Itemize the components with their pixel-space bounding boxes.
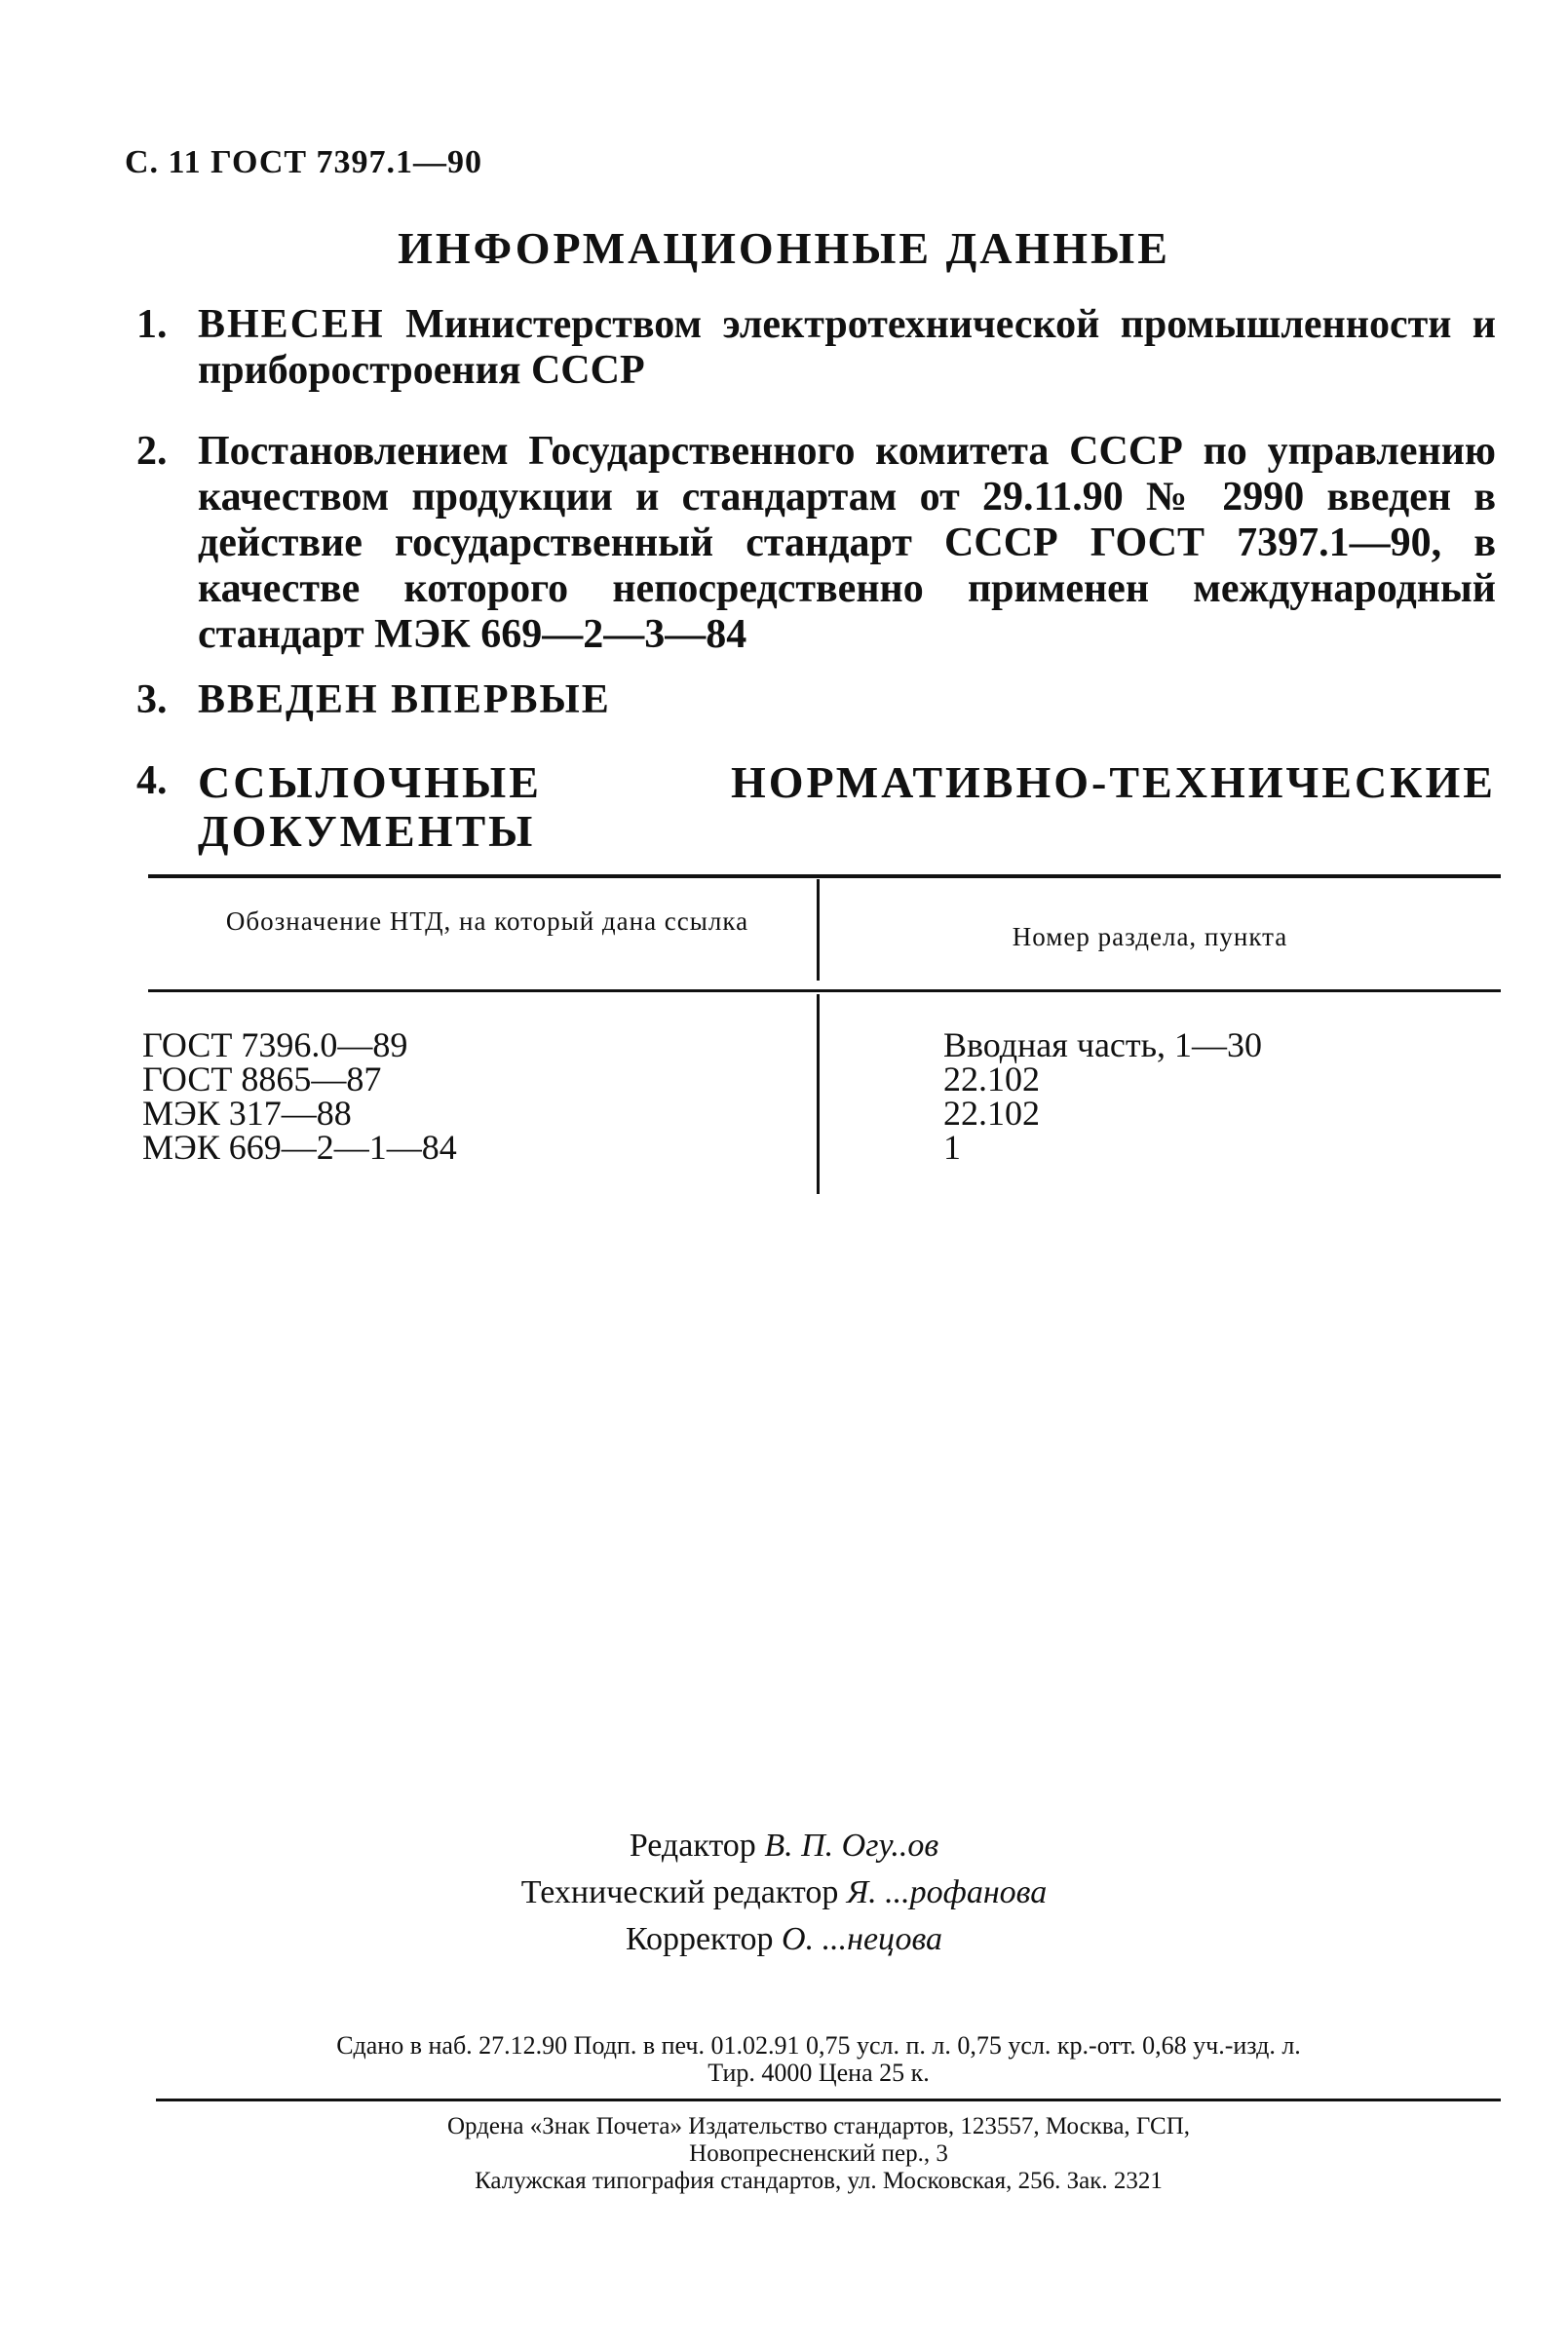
table-column-divider — [817, 994, 820, 1194]
item-number: 2. — [136, 429, 168, 474]
table-cell: МЭК 317—88 — [142, 1094, 352, 1133]
credit-proofreader — [0, 1916, 1568, 1963]
info-item-1 — [136, 302, 1496, 394]
table-cell: МЭК 669—2—1—84 — [142, 1128, 457, 1167]
print-details — [136, 2032, 1501, 2087]
section-title: ИНФОРМАЦИОННЫЕ ДАННЫЕ — [398, 223, 1170, 273]
table-cell: 22.102 — [943, 1094, 1040, 1133]
table-column-ntd — [142, 1025, 457, 1167]
imprint-rule — [156, 2099, 1501, 2101]
table-header-section: Номер раздела, пункта — [1012, 922, 1288, 951]
print-line: Сдано в наб. 27.12.90 Подп. в печ. 01.02.91 0,75 усл. п. л. 0,75 усл. кр.-отт. 0,68 уч.-изд. л. — [336, 2031, 1301, 2060]
item-lead: ВНЕСЕН — [198, 302, 385, 347]
publisher-line: Новопресненский пер., 3 — [689, 2140, 948, 2167]
credit-name: Я. ...рофанова — [846, 1874, 1048, 1910]
item-text: Министерством электротехнической промышленности и приборостроения СССР — [198, 302, 1496, 393]
item-text: Постановлением Государственного комитета СССР по управлению качеством продукции и стандартам от 29.11.90 № 2990 введен в действие государственный стандарт СССР ГОСТ 7397.1—90, в качестве которого непосредственно применен международный стандарт МЭК 669—2—3—84 — [198, 429, 1496, 657]
page-header: С. 11 ГОСТ 7397.1—90 — [125, 144, 483, 180]
item-number: 4. — [136, 758, 168, 803]
print-line: Тир. 4000 Цена 25 к. — [708, 2059, 930, 2087]
info-item-3 — [136, 677, 1496, 723]
credit-role: Редактор — [629, 1828, 756, 1864]
credit-role: Корректор — [625, 1921, 774, 1957]
item-lead: ВВЕДЕН ВПЕРВЫЕ — [198, 677, 611, 722]
table-cell: ГОСТ 7396.0—89 — [142, 1025, 408, 1064]
table-column-section — [943, 1025, 1263, 1167]
credits-block — [0, 1823, 1568, 1963]
credit-name: В. П. Огу..ов — [764, 1828, 939, 1864]
table-top-rule — [148, 874, 1501, 878]
table-cell: ГОСТ 8865—87 — [142, 1059, 382, 1098]
table-header-rule — [148, 989, 1501, 992]
table-header-ntd: Обозначение НТД, на который дана ссылка — [225, 906, 749, 936]
credit-name: О. ...нецова — [782, 1921, 942, 1957]
table-header-divider — [817, 879, 820, 981]
table-cell: 22.102 — [943, 1059, 1040, 1098]
item-number: 1. — [136, 302, 168, 347]
item-number: 3. — [136, 677, 168, 722]
info-item-4 — [136, 758, 1496, 856]
info-item-2 — [136, 429, 1496, 658]
item-lead: ССЫЛОЧНЫЕ НОРМАТИВНО-ТЕХНИЧЕСКИЕ ДОКУМЕНТЫ — [198, 757, 1496, 856]
publisher-line: Калужская типография стандартов, ул. Московская, 256. Зак. 2321 — [475, 2168, 1163, 2194]
credit-role: Технический редактор — [520, 1874, 839, 1910]
table-cell: 1 — [943, 1128, 961, 1167]
credit-tech-editor — [0, 1869, 1568, 1916]
publisher-line: Ордена «Знак Почета» Издательство стандартов, 123557, Москва, ГСП, — [446, 2113, 1191, 2139]
table-cell: Вводная часть, 1—30 — [943, 1025, 1263, 1064]
publisher-details — [136, 2113, 1501, 2195]
credit-editor — [0, 1823, 1568, 1869]
